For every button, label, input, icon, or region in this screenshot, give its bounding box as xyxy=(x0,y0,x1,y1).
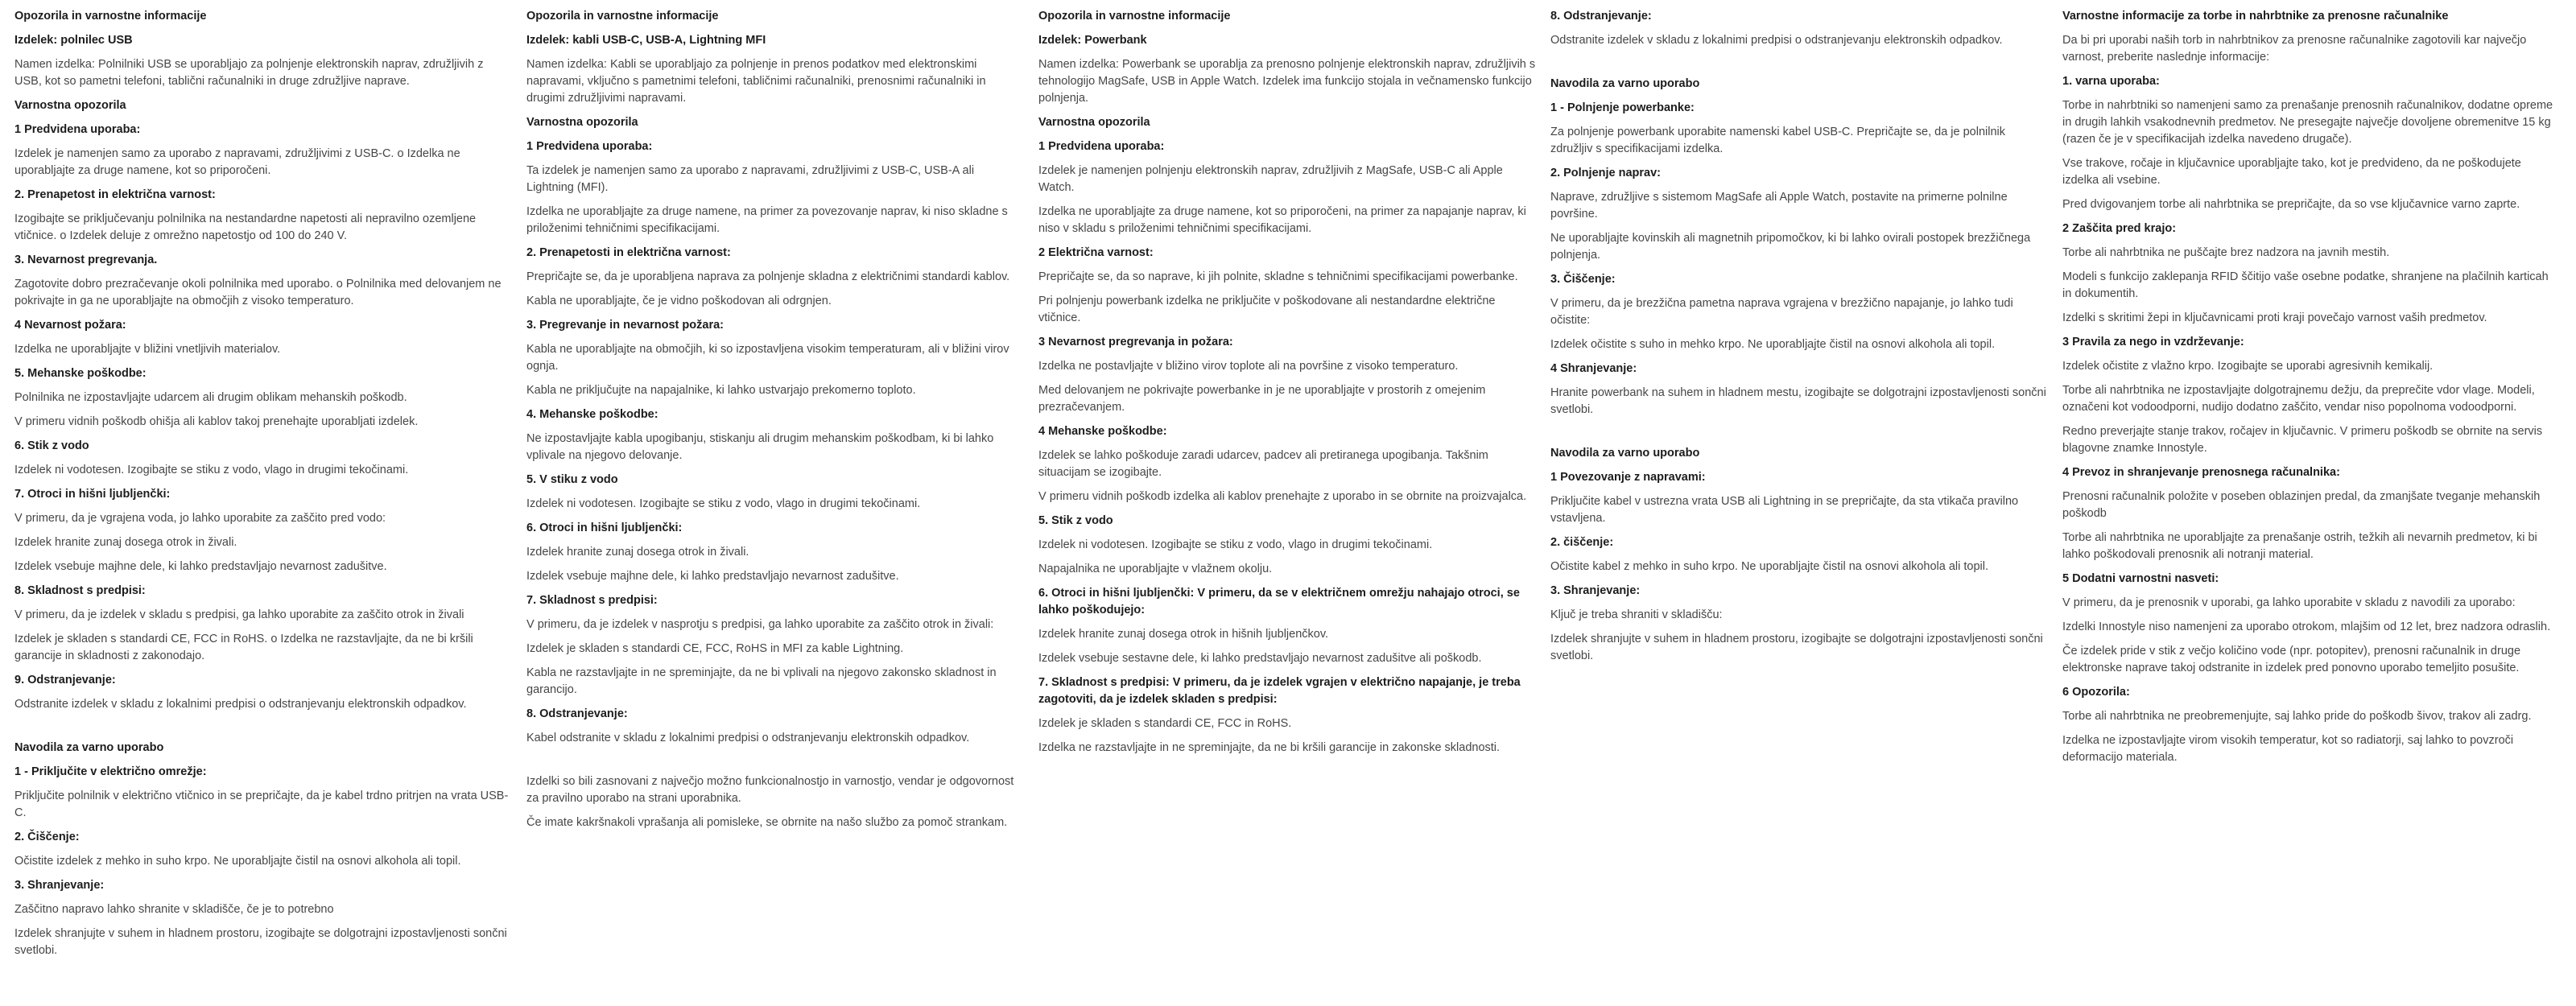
section-heading: 1 Predvidena uporaba: xyxy=(1038,140,1165,153)
section-heading: 7. Skladnost s predpisi: V primeru, da je izdelek vgrajen v električno napajanje, je treba zagotoviti, da je izdelek skladen s predpisi: xyxy=(1038,676,1521,706)
paragraph: Izdelek ni vodotesen. Izogibajte se stiku z vodo, vlago in drugimi tekočinami. xyxy=(1038,538,1433,551)
paragraph: Naprave, združljive s sistemom MagSafe ali Apple Watch, postavite na primerne polnilne površine. xyxy=(1550,191,2008,221)
section-heading: 3 Nevarnost pregrevanja in požara: xyxy=(1038,336,1233,348)
paragraph: Torbe in nahrbtniki so namenjeni samo za prenašanje prenosnih računalnikov, dodatne opreme in drugih lahkih vsakodnevnih predmetov. Ne presegajte največje dovoljene obremenitve 15 kg (razen če je v specifikacijah izdelka navedeno drugače). xyxy=(2062,99,2553,146)
paragraph: Izdelka ne uporabljajte za druge namene, na primer za povezovanje naprav, ki niso skladne s priloženimi tehničnimi specifikacijami. xyxy=(526,205,1008,235)
section-heading: 1 Povezovanje z napravami: xyxy=(1550,471,1706,484)
section-heading: 6. Otroci in hišni ljubljenčki: V primeru, da se v električnem omrežju nahajajo otroci, se lahko poškodujejo: xyxy=(1038,587,1520,616)
paragraph: Izdelek se lahko poškoduje zaradi udarcev, padcev ali pretiranega upogibanja. Takšnim situacijam se izogibajte. xyxy=(1038,449,1488,479)
section-heading: 3. Nevarnost pregrevanja. xyxy=(14,254,158,266)
paragraph: Ne izpostavljajte kabla upogibanju, stiskanju ali drugim mehanskim poškodbam, ki bi lahko vplivale na njegovo delovanje. xyxy=(526,432,994,462)
paragraph: Izogibajte se priključevanju polnilnika na nestandardne napetosti ali nepravilno ozemljene vtičnice. o Izdelek deluje z omrežno napetostjo od 100 do 240 V. xyxy=(14,212,477,242)
paragraph: Kabla ne razstavljajte in ne spreminjajte, da ne bi vplivali na njegovo zakonsko skladnost in garancijo. xyxy=(526,666,997,696)
text-column-2 xyxy=(526,8,1024,839)
paragraph: Izdelki Innostyle niso namenjeni za uporabo otrokom, mlajšim od 12 let, brez nadzora odraslih. xyxy=(2062,621,2551,633)
paragraph: Torbe ali nahrbtnika ne izpostavljajte dolgotrajnemu dežju, da preprečite vdor vlage. Modeli, označeni kot vodoodporni, nudijo dodatno zaščito, vendar niso popolnoma vodoodporni. xyxy=(2062,384,2535,414)
paragraph: Pri polnjenju powerbank izdelka ne priključite v poškodovane ali nestandardne električne vtičnice. xyxy=(1038,295,1496,324)
paragraph: V primeru, da je izdelek v skladu s predpisi, ga lahko uporabite za zaščito otrok in živali xyxy=(14,608,464,621)
paragraph: Ta izdelek je namenjen samo za uporabo z napravami, združljivimi z USB-C, USB-A ali Lightning (MFI). xyxy=(526,164,975,194)
paragraph: Torbe ali nahrbtnika ne puščajte brez nadzora na javnih mestih. xyxy=(2062,246,2390,259)
paragraph: Izdelki so bili zasnovani z največjo možno funkcionalnostjo in varnostjo, vendar je odgovornost za pravilno uporabo na strani uporabnika. xyxy=(526,775,1014,805)
paragraph: Redno preverjajte stanje trakov, ročajev in ključavnic. V primeru poškodb se obrnite na servis blagovne znamke Innostyle. xyxy=(2062,425,2543,455)
paragraph: Vse trakove, ročaje in ključavnice uporabljajte tako, kot je predvideno, da ne poškodujete izdelka ali vsebine. xyxy=(2062,157,2521,187)
section-heading: Varnostna opozorila xyxy=(526,116,638,129)
paragraph: Izdelek hranite zunaj dosega otrok in hišnih ljubljenčkov. xyxy=(1038,628,1329,641)
paragraph: Očistite kabel z mehko in suho krpo. Ne uporabljajte čistil na osnovi alkohola ali topil. xyxy=(1550,560,1989,573)
paragraph: V primeru vidnih poškodb ohišja ali kablov takoj prenehajte uporabljati izdelek. xyxy=(14,415,419,428)
section-heading: 6. Stik z vodo xyxy=(14,439,89,452)
section-heading: Navodila za varno uporabo xyxy=(14,741,164,754)
paragraph: Izdelek hranite zunaj dosega otrok in živali. xyxy=(14,536,237,549)
paragraph: Izdelek očistite s suho in mehko krpo. Ne uporabljajte čistil na osnovi alkohola ali topil. xyxy=(1550,338,1996,351)
section-spacer xyxy=(1550,56,2048,76)
paragraph: Izdelek je skladen s standardi CE, FCC in RoHS. xyxy=(1038,717,1292,730)
paragraph: Ključ je treba shraniti v skladišču: xyxy=(1550,608,1723,621)
paragraph: Zaščitno napravo lahko shranite v skladišče, če je to potrebno xyxy=(14,903,334,916)
paragraph: Prepričajte se, da je uporabljena naprava za polnjenje skladna z električnimi standardi kablov. xyxy=(526,270,1010,283)
section-heading: 1 Predvidena uporaba: xyxy=(14,123,141,136)
section-heading: 2 Zaščita pred krajo: xyxy=(2062,222,2177,235)
text-column-3 xyxy=(1038,8,1536,764)
paragraph: Izdelek je namenjen polnjenju elektronskih naprav, združljivih z MagSafe, USB-C ali Apple Watch. xyxy=(1038,164,1503,194)
paragraph: Izdelek je namenjen samo za uporabo z napravami, združljivimi z USB-C. o Izdelka ne uporabljajte za druge namene, kot so priporočeni. xyxy=(14,147,460,177)
paragraph: Za polnjenje powerbank uporabite namenski kabel USB-C. Prepričajte se, da je polnilnik združljiv s specifikacijami izdelka. xyxy=(1550,126,2006,155)
section-heading: Opozorila in varnostne informacije xyxy=(1038,10,1231,23)
paragraph: Polnilnika ne izpostavljajte udarcem ali drugim oblikam mehanskih poškodb. xyxy=(14,391,407,404)
section-heading: 9. Odstranjevanje: xyxy=(14,674,116,686)
paragraph: Očistite izdelek z mehko in suho krpo. Ne uporabljajte čistil na osnovi alkohola ali topil. xyxy=(14,855,461,868)
text-column-4 xyxy=(1550,8,2048,672)
paragraph: Izdelka ne uporabljajte za druge namene, kot so priporočeni, na primer za napajanje naprav, ki niso v skladu s priloženimi tehničnimi specifikacijami. xyxy=(1038,205,1526,235)
paragraph: Izdelek vsebuje sestavne dele, ki lahko predstavljajo nevarnost zadušitve ali poškodb. xyxy=(1038,652,1482,665)
text-column-1 xyxy=(14,8,512,967)
paragraph: Izdelek očistite z vlažno krpo. Izogibajte se uporabi agresivnih kemikalij. xyxy=(2062,360,2434,373)
paragraph: Zagotovite dobro prezračevanje okoli polnilnika med uporabo. o Polnilnika med delovanjem ne pokrivajte in ga ne uporabljajte na območjih z visoko temperaturo. xyxy=(14,278,502,307)
section-heading: 2. Prenapetost in električna varnost: xyxy=(14,188,216,201)
paragraph: Izdelek ni vodotesen. Izogibajte se stiku z vodo, vlago in drugimi tekočinami. xyxy=(526,497,921,510)
paragraph: Odstranite izdelek v skladu z lokalnimi predpisi o odstranjevanju elektronskih odpadkov. xyxy=(1550,34,2003,47)
section-heading: 8. Odstranjevanje: xyxy=(1550,10,1652,23)
section-heading: 4 Shranjevanje: xyxy=(1550,362,1637,375)
paragraph: Namen izdelka: Kabli se uporabljajo za polnjenje in prenos podatkov med elektronskimi napravami, vključno s pametnimi telefoni, tabličnimi računalniki, prenosnimi računalniki in drugimi združljivimi napravami. xyxy=(526,58,986,105)
paragraph: Izdelek ni vodotesen. Izogibajte se stiku z vodo, vlago in drugimi tekočinami. xyxy=(14,464,409,476)
section-heading: Varnostna opozorila xyxy=(14,99,126,112)
paragraph: V primeru, da je prenosnik v uporabi, ga lahko uporabite v skladu z navodili za uporabo: xyxy=(2062,596,2516,609)
section-heading: Izdelek: polnilec USB xyxy=(14,34,133,47)
section-heading: 6 Opozorila: xyxy=(2062,686,2130,699)
paragraph: Hranite powerbank na suhem in hladnem mestu, izogibajte se dolgotrajni izpostavljenosti sončni svetlobi. xyxy=(1550,386,2046,416)
section-heading: 8. Odstranjevanje: xyxy=(526,707,628,720)
section-heading: 2. Čiščenje: xyxy=(14,831,80,843)
paragraph: Če imate kakršnakoli vprašanja ali pomisleke, se obrnite na našo službo za pomoč strankam. xyxy=(526,816,1008,829)
paragraph: Izdelka ne razstavljajte in ne spreminjajte, da ne bi kršili garancije in zakonske skladnosti. xyxy=(1038,741,1501,754)
paragraph: V primeru, da je brezžična pametna naprava vgrajena v brezžično napajanje, jo lahko tudi očistite: xyxy=(1550,297,2013,327)
paragraph: Namen izdelka: Powerbank se uporablja za prenosno polnjenje elektronskih naprav, združljivih s tehnologijo MagSafe, USB in Apple Watch. Izdelek ima funkcijo stojala in večnamensko funkcijo polnjenja. xyxy=(1038,58,1536,105)
section-heading: 5. Mehanske poškodbe: xyxy=(14,367,147,380)
paragraph: Izdelka ne uporabljajte v bližini vnetljivih materialov. xyxy=(14,343,281,356)
section-heading: 1. varna uporaba: xyxy=(2062,75,2160,88)
section-heading: 3. Čiščenje: xyxy=(1550,273,1616,286)
paragraph: Kabla ne priključujte na napajalnike, ki lahko ustvarjajo prekomerno toploto. xyxy=(526,384,916,397)
section-heading: 5 Dodatni varnostni nasveti: xyxy=(2062,572,2219,585)
paragraph: Izdelek je skladen s standardi CE, FCC, RoHS in MFI za kable Lightning. xyxy=(526,642,904,655)
paragraph: Izdelka ne izpostavljajte virom visokih temperatur, kot so radiatorji, saj lahko to povzroči deformacijo materiala. xyxy=(2062,734,2514,764)
section-heading: 3. Shranjevanje: xyxy=(1550,584,1641,597)
section-heading: 8. Skladnost s predpisi: xyxy=(14,584,146,597)
section-heading: Varnostne informacije za torbe in nahrbtnike za prenosne računalnike xyxy=(2062,10,2449,23)
paragraph: Izdelek vsebuje majhne dele, ki lahko predstavljajo nevarnost zadušitve. xyxy=(526,570,899,583)
paragraph: Pred dvigovanjem torbe ali nahrbtnika se prepričajte, da so vse ključavnice varno zaprte. xyxy=(2062,198,2520,211)
section-heading: 1 - Priključite v električno omrežje: xyxy=(14,765,207,778)
section-heading: Navodila za varno uporabo xyxy=(1550,447,1700,460)
text-column-5 xyxy=(2062,8,2560,773)
paragraph: Ne uporabljajte kovinskih ali magnetnih pripomočkov, ki bi lahko ovirali postopek brezžičnega polnjenja. xyxy=(1550,232,2031,262)
paragraph: Izdelek shranjujte v suhem in hladnem prostoru, izogibajte se dolgotrajni izpostavljenosti sončni svetlobi. xyxy=(14,927,507,957)
section-heading: 5. Stik z vodo xyxy=(1038,514,1113,527)
section-heading: 4 Mehanske poškodbe: xyxy=(1038,425,1167,438)
section-heading: Opozorila in varnostne informacije xyxy=(526,10,719,23)
paragraph: Torbe ali nahrbtnika ne uporabljajte za prenašanje ostrih, težkih ali nevarnih predmetov, ki bi lahko poškodovali prenosnik ali notranji material. xyxy=(2062,531,2537,561)
section-heading: 7. Otroci in hišni ljubljenčki: xyxy=(14,488,171,501)
section-heading: 2. čiščenje: xyxy=(1550,536,1614,549)
section-spacer xyxy=(526,754,1024,773)
section-heading: 4 Nevarnost požara: xyxy=(14,319,126,332)
paragraph: V primeru vidnih poškodb izdelka ali kablov prenehajte z uporabo in se obrnite na proizvajalca. xyxy=(1038,490,1527,503)
paragraph: Torbe ali nahrbtnika ne preobremenjujte, saj lahko pride do poškodb šivov, trakov ali zadrg. xyxy=(2062,710,2532,723)
paragraph: Če izdelek pride v stik z večjo količino vode (npr. potopitev), prenosni računalnik in druge elektronske naprave takoj odstranite in izdelek pred ponovno uporabo temeljito posušite. xyxy=(2062,645,2521,674)
paragraph: Priključite polnilnik v električno vtičnico in se prepričajte, da je kabel trdno pritrjen na vrata USB-C. xyxy=(14,790,509,819)
paragraph: Da bi pri uporabi naših torb in nahrbtnikov za prenosne računalnike zagotovili kar največjo varnost, preberite naslednje informacije: xyxy=(2062,34,2527,64)
section-heading: 6. Otroci in hišni ljubljenčki: xyxy=(526,522,683,534)
paragraph: Modeli s funkcijo zaklepanja RFID ščitijo vaše osebne podatke, shranjene na plačilnih karticah in dokumentih. xyxy=(2062,270,2549,300)
section-spacer xyxy=(14,720,512,740)
paragraph: Med delovanjem ne pokrivajte powerbanke in je ne uporabljajte v prostorih z omejenim prezračevanjem. xyxy=(1038,384,1486,414)
section-heading: 3. Pregrevanje in nevarnost požara: xyxy=(526,319,724,332)
paragraph: Napajalnika ne uporabljajte v vlažnem okolju. xyxy=(1038,563,1273,575)
section-spacer xyxy=(1550,426,2048,445)
paragraph: V primeru, da je izdelek v nasprotju s predpisi, ga lahko uporabite za zaščito otrok in živali: xyxy=(526,618,994,631)
section-heading: 3. Shranjevanje: xyxy=(14,879,105,892)
paragraph: Izdelki s skritimi žepi in ključavnicami proti kraji povečajo varnost vaših predmetov. xyxy=(2062,311,2487,324)
section-heading: 4 Prevoz in shranjevanje prenosnega računalnika: xyxy=(2062,466,2340,479)
section-heading: 3 Pravila za nego in vzdrževanje: xyxy=(2062,336,2244,348)
paragraph: Kabel odstranite v skladu z lokalnimi predpisi o odstranjevanju elektronskih odpadkov. xyxy=(526,732,970,744)
section-heading: Navodila za varno uporabo xyxy=(1550,77,1700,90)
section-heading: 4. Mehanske poškodbe: xyxy=(526,408,658,421)
paragraph: Priključite kabel v ustrezna vrata USB ali Lightning in se prepričajte, da sta vtikača pravilno vstavljena. xyxy=(1550,495,2019,525)
section-heading: Izdelek: kabli USB-C, USB-A, Lightning MFI xyxy=(526,34,766,47)
section-heading: 7. Skladnost s predpisi: xyxy=(526,594,658,607)
paragraph: Odstranite izdelek v skladu z lokalnimi predpisi o odstranjevanju elektronskih odpadkov. xyxy=(14,698,467,711)
section-heading: 2. Prenapetosti in električna varnost: xyxy=(526,246,731,259)
paragraph: Kabla ne uporabljajte, če je vidno poškodovan ali odrgnjen. xyxy=(526,295,832,307)
section-heading: Opozorila in varnostne informacije xyxy=(14,10,207,23)
paragraph: Izdelek shranjujte v suhem in hladnem prostoru, izogibajte se dolgotrajni izpostavljenosti sončni svetlobi. xyxy=(1550,633,2043,662)
paragraph: Izdelka ne postavljajte v bližino virov toplote ali na površine z visoko temperaturo. xyxy=(1038,360,1459,373)
paragraph: Izdelek vsebuje majhne dele, ki lahko predstavljajo nevarnost zadušitve. xyxy=(14,560,387,573)
paragraph: Izdelek hranite zunaj dosega otrok in živali. xyxy=(526,546,749,559)
paragraph: Namen izdelka: Polnilniki USB se uporabljajo za polnjenje elektronskih naprav, združljivih z USB, kot so pametni telefoni, tablični računalniki in druge združljive naprave. xyxy=(14,58,484,88)
section-heading: 2. Polnjenje naprav: xyxy=(1550,167,1661,179)
section-heading: Varnostna opozorila xyxy=(1038,116,1150,129)
section-heading: 2 Električna varnost: xyxy=(1038,246,1154,259)
section-heading: 1 Predvidena uporaba: xyxy=(526,140,653,153)
paragraph: V primeru, da je vgrajena voda, jo lahko uporabite za zaščito pred vodo: xyxy=(14,512,386,525)
paragraph: Izdelek je skladen s standardi CE, FCC in RoHS. o Izdelka ne razstavljajte, da ne bi kršili garancije in skladnosti z zakonodajo. xyxy=(14,633,473,662)
paragraph: Prenosni računalnik položite v poseben oblazinjen predal, da zmanjšate tveganje mehanskih poškodb xyxy=(2062,490,2541,520)
paragraph: Prepričajte se, da so naprave, ki jih polnite, skladne s tehničnimi specifikacijami powerbanke. xyxy=(1038,270,1518,283)
paragraph: Kabla ne uporabljajte na območjih, ki so izpostavljena visokim temperaturam, ali v bližini virov ognja. xyxy=(526,343,1009,373)
section-heading: 5. V stiku z vodo xyxy=(526,473,618,486)
section-heading: 1 - Polnjenje powerbanke: xyxy=(1550,101,1695,114)
section-heading: Izdelek: Powerbank xyxy=(1038,34,1147,47)
